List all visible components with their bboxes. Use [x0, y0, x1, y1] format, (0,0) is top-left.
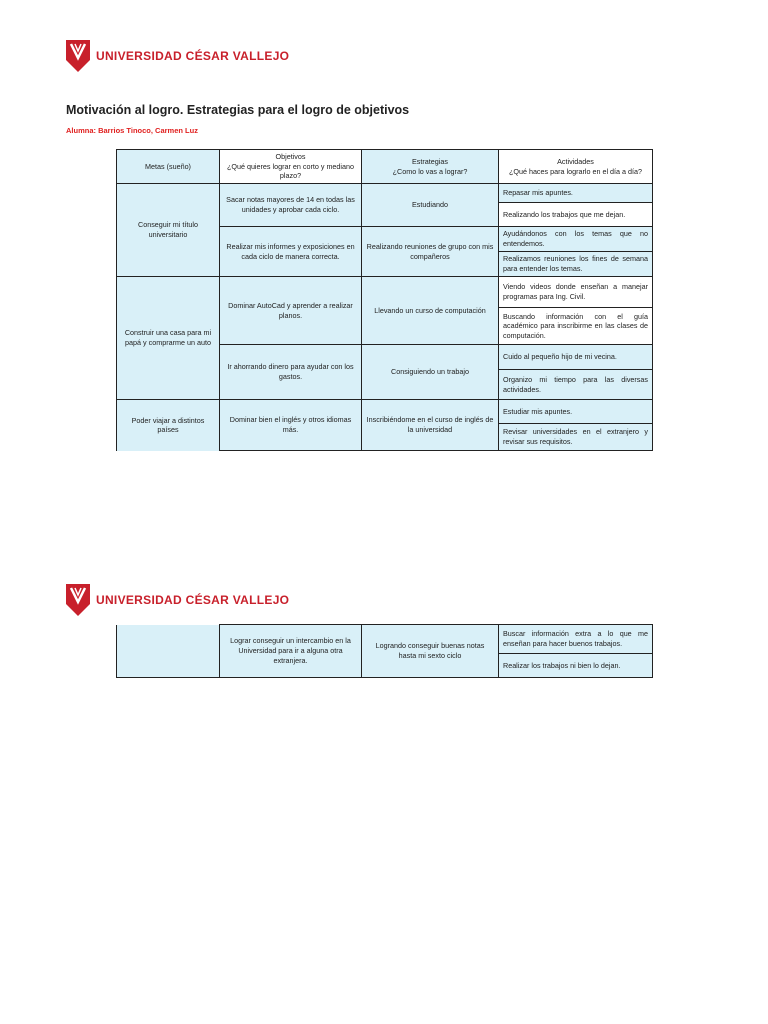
university-logo	[66, 584, 289, 616]
estrategia-cell: Estudiando	[362, 184, 499, 227]
shield-logo-icon	[66, 584, 90, 616]
actividad-cell: Realizando los trabajos que me dejan.	[499, 203, 653, 227]
table-row	[117, 400, 653, 424]
actividad-cell: Buscando información con el guía académico para inscribirme en las clases de computación.	[499, 308, 653, 345]
header-metas: Metas (sueño)	[117, 150, 220, 184]
header-objetivos: Objetivos ¿Qué quieres lograr en corto y mediano plazo?	[220, 150, 362, 184]
actividad-cell: Revisar universidades en el extranjero y revisar sus requisitos.	[499, 424, 653, 451]
actividad-cell: Estudiar mis apuntes.	[499, 400, 653, 424]
meta-cell: Poder viajar a distintos países	[117, 400, 220, 451]
continuation-table	[116, 624, 653, 678]
objetivo-cell: Lograr conseguir un intercambio en la Universidad para ir a alguna otra extranjera.	[220, 625, 362, 678]
table-row	[117, 625, 653, 654]
table-row	[117, 184, 653, 203]
header-estrategias: Estrategias ¿Como lo vas a lograr?	[362, 150, 499, 184]
university-logo	[66, 40, 289, 72]
actividad-cell: Realizar los trabajos ni bien lo dejan.	[499, 654, 653, 678]
estrategia-cell: Consiguiendo un trabajo	[362, 345, 499, 400]
header-actividades: Actividades ¿Qué haces para lograrlo en el día a día?	[499, 150, 653, 184]
estrategia-cell: Inscribiéndome en el curso de inglés de la universidad	[362, 400, 499, 451]
estrategia-cell: Llevando un curso de computación	[362, 277, 499, 345]
objetivo-cell: Sacar notas mayores de 14 en todas las unidades y aprobar cada ciclo.	[220, 184, 362, 227]
shield-logo-icon	[66, 40, 90, 72]
meta-cell-empty	[117, 625, 220, 678]
actividad-cell: Viendo videos donde enseñan a manejar programas para Ing. Civil.	[499, 277, 653, 308]
page-title: Motivación al logro. Estrategias para el logro de objetivos	[66, 103, 410, 117]
student-name: Alumna: Barrios Tinoco, Carmen Luz	[66, 126, 198, 135]
actividad-cell: Repasar mis apuntes.	[499, 184, 653, 203]
estrategia-cell: Logrando conseguir buenas notas hasta mi sexto ciclo	[362, 625, 499, 678]
actividad-cell: Realizamos reuniones los fines de semana para entender los temas.	[499, 252, 653, 277]
actividad-cell: Ayudándonos con los temas que no entendemos.	[499, 227, 653, 252]
meta-cell: Conseguir mi título universitario	[117, 184, 220, 277]
header-row	[117, 150, 653, 184]
objetivo-cell: Dominar bien el inglés y otros idiomas más.	[220, 400, 362, 451]
table-row	[117, 277, 653, 308]
objetivo-cell: Dominar AutoCad y aprender a realizar planos.	[220, 277, 362, 345]
goals-table	[116, 149, 653, 451]
meta-cell: Construir una casa para mi papá y comprarme un auto	[117, 277, 220, 400]
actividad-cell: Cuido al pequeño hijo de mi vecina.	[499, 345, 653, 370]
actividad-cell: Buscar información extra a lo que me enseñan para hacer buenos trabajos.	[499, 625, 653, 654]
university-name: UNIVERSIDAD CÉSAR VALLEJO	[96, 49, 290, 63]
objetivo-cell: Realizar mis informes y exposiciones en cada ciclo de manera correcta.	[220, 227, 362, 277]
actividad-cell: Organizo mi tiempo para las diversas actividades.	[499, 370, 653, 400]
university-name: UNIVERSIDAD CÉSAR VALLEJO	[96, 593, 290, 607]
objetivo-cell: Ir ahorrando dinero para ayudar con los gastos.	[220, 345, 362, 400]
estrategia-cell: Realizando reuniones de grupo con mis compañeros	[362, 227, 499, 277]
